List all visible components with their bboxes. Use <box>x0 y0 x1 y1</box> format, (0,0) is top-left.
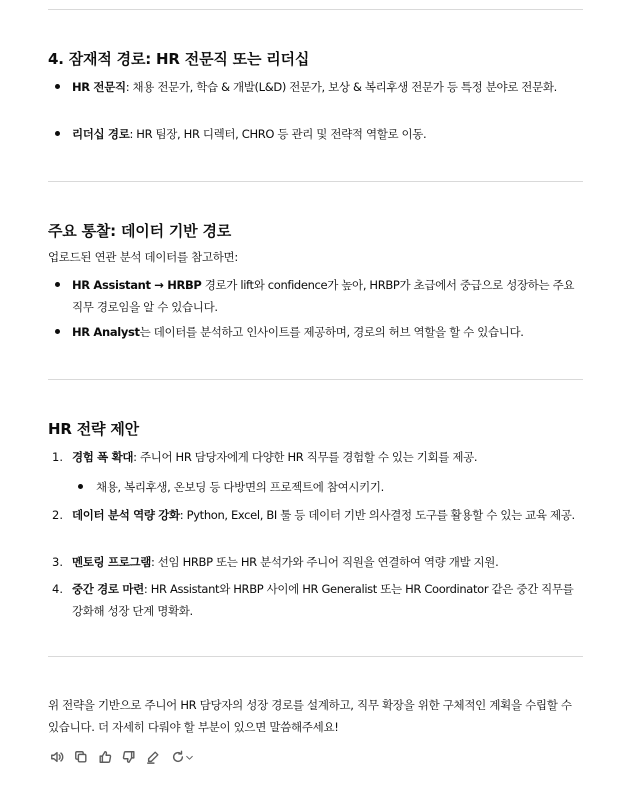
copy-icon <box>74 750 88 764</box>
divider <box>48 656 583 657</box>
list-item <box>72 123 582 145</box>
list-number: 2. <box>52 508 63 522</box>
list-item <box>72 578 582 622</box>
read-aloud-button[interactable] <box>48 748 66 766</box>
list-item <box>72 551 582 573</box>
divider <box>48 379 583 380</box>
bullet <box>78 484 83 489</box>
speaker-icon <box>50 750 64 764</box>
list-item <box>72 274 582 318</box>
edit-icon <box>146 750 160 764</box>
list-item <box>72 504 582 526</box>
list-item-bold: 경험 폭 확대 <box>72 450 134 464</box>
list-item <box>72 76 582 98</box>
section-heading: 4. 잠재적 경로: HR 전문직 또는 리더십 <box>48 50 310 68</box>
divider <box>48 181 583 182</box>
list-item-bold: 중간 경로 마련 <box>72 582 144 596</box>
list-number: 4. <box>52 582 63 596</box>
list-item-bold: HR Assistant → HRBP <box>72 278 202 292</box>
list-item-bold: 리더십 경로 <box>72 127 130 141</box>
regenerate-button[interactable] <box>168 748 196 766</box>
good-response-button[interactable] <box>96 748 114 766</box>
chevron-down-icon <box>185 753 194 762</box>
sub-list-item: 채용, 복리후생, 온보딩 등 다방면의 프로젝트에 참여시키기. <box>96 480 384 494</box>
message-actions <box>48 748 196 766</box>
list-number: 1. <box>52 450 63 464</box>
list-item-text: : 채용 전문가, 학습 & 개발(L&D) 전문가, 보상 & 복리후생 전문가 등 특정 분야로 전문화. <box>125 80 557 94</box>
paragraph: 업로드된 연관 분석 데이터를 참고하면: <box>48 250 238 264</box>
divider <box>48 9 583 10</box>
list-item-text: : 주니어 HR 담당자에게 다양한 HR 직무를 경험할 수 있는 기회를 제공. <box>133 450 478 464</box>
bullet <box>55 329 60 334</box>
list-item-bold: 데이터 분석 역량 강화 <box>72 508 180 522</box>
list-item-text: : HR Assistant와 HRBP 사이에 HR Generalist 또는 HR Coordinator 같은 중간 직무를 강화해 성장 단계 명확화. <box>72 582 574 618</box>
list-item-text: 는 데이터를 분석하고 인사이트를 제공하며, 경로의 허브 역할을 할 수 있습니다. <box>139 325 524 339</box>
list-item-bold: HR Analyst <box>72 325 140 339</box>
thumbs-down-icon <box>122 750 136 764</box>
list-item-text: : Python, Excel, BI 툴 등 데이터 기반 의사결정 도구를 활용할 수 있는 교육 제공. <box>179 508 575 522</box>
bullet <box>55 84 60 89</box>
regenerate-icon <box>171 750 185 764</box>
bullet <box>55 282 60 287</box>
section-heading: HR 전략 제안 <box>48 420 139 438</box>
list-item-text: : HR 팀장, HR 디렉터, CHRO 등 관리 및 전략적 역할로 이동. <box>129 127 427 141</box>
copy-button[interactable] <box>72 748 90 766</box>
section-heading: 주요 통찰: 데이터 기반 경로 <box>48 222 232 240</box>
bad-response-button[interactable] <box>120 748 138 766</box>
list-number: 3. <box>52 555 63 569</box>
list-item-bold: 멘토링 프로그램 <box>72 555 151 569</box>
list-item-text: : 선임 HRBP 또는 HR 분석가와 주니어 직원을 연결하여 역량 개발 지원. <box>150 555 499 569</box>
edit-button[interactable] <box>144 748 162 766</box>
thumbs-up-icon <box>98 750 112 764</box>
bullet <box>55 131 60 136</box>
list-item <box>72 321 582 343</box>
list-item-bold: HR 전문직 <box>72 80 126 94</box>
list-item <box>72 446 582 468</box>
closing-paragraph: 위 전략을 기반으로 주니어 HR 담당자의 성장 경로를 설계하고, 직무 확장을 위한 구체적인 계획을 수립할 수 있습니다. 더 자세히 다뤄야 할 부분이 있으면 말씀해주세요! <box>48 698 572 734</box>
list-item-text: 경로가 lift와 confidence가 높아, HRBP가 초급에서 중급으로 성장하는 주요 직무 경로임을 알 수 있습니다. <box>72 278 575 314</box>
